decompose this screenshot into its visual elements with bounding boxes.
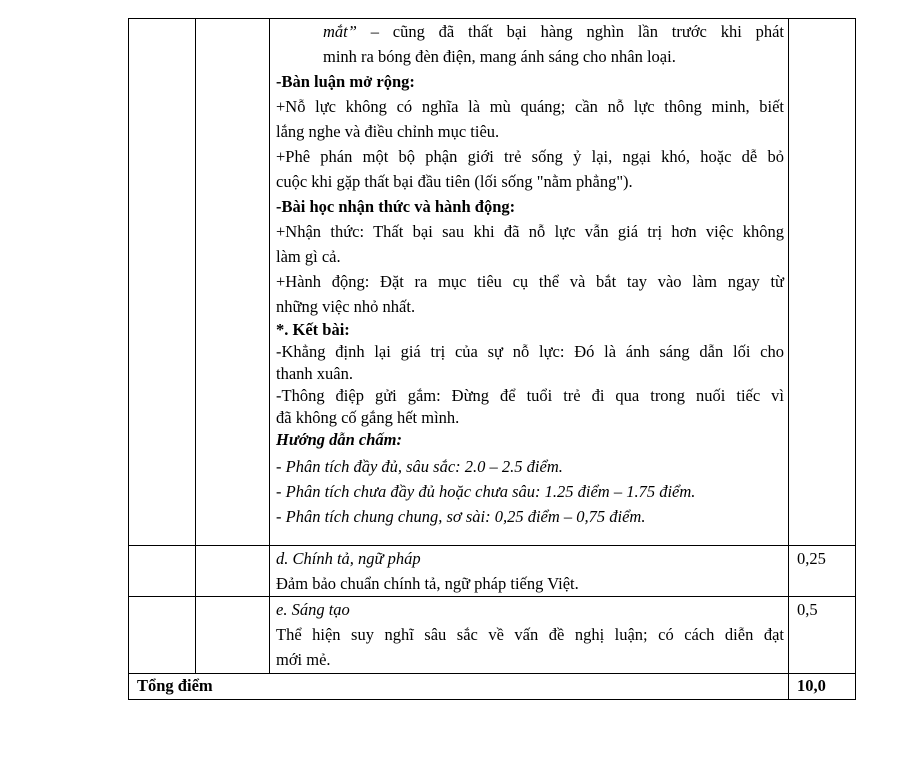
criterion-title: e. Sáng tạo (276, 600, 350, 619)
total-row (129, 674, 856, 700)
paragraph-line: những việc nhỏ nhất. (276, 297, 416, 316)
question-cell (196, 19, 270, 546)
section-heading: *. Kết bài: (276, 320, 350, 339)
score-cell (789, 19, 856, 546)
question-cell (196, 597, 270, 674)
total-label: Tổng điểm (137, 676, 213, 695)
table-row (129, 546, 856, 597)
paragraph-line: +Phê phán một bộ phận giới trẻ sống ỷ lại, ngại khó, hoặc dễ bỏ (276, 147, 784, 166)
paragraph-line: -Thông điệp gửi gắm: Đừng để tuổi trẻ đi qua trong nuối tiếc vì (276, 386, 784, 405)
part-cell (129, 19, 196, 546)
content-cell (270, 19, 789, 546)
quote-line: minh ra bóng đèn điện, mang ánh sáng cho nhân loại. (323, 47, 676, 66)
criterion-desc: mới mẻ. (276, 650, 331, 669)
paragraph-line: thanh xuân. (276, 364, 353, 383)
section-heading: -Bài học nhận thức và hành động: (276, 197, 516, 216)
quote-line: mắt” – cũng đã thất bại hàng nghìn lần trước khi phát (323, 22, 784, 41)
score-cell (789, 597, 856, 674)
paragraph-line: +Nỗ lực không có nghĩa là mù quáng; cần nỗ lực thông minh, biết (276, 97, 784, 116)
paragraph-line: làm gì cả. (276, 247, 341, 266)
paragraph-line: đã không cố gắng hết mình. (276, 408, 460, 427)
grading-item: - Phân tích đầy đủ, sâu sắc: 2.0 – 2.5 điểm. (276, 457, 563, 476)
table-row (129, 19, 856, 546)
section-heading: -Bàn luận mở rộng: (276, 72, 415, 91)
paragraph-line: -Khẳng định lại giá trị của sự nỗ lực: Đó là ánh sáng dẫn lối cho (276, 342, 784, 361)
content-cell (270, 546, 789, 597)
table-row (129, 597, 856, 674)
paragraph-line: lắng nghe và điều chỉnh mục tiêu. (276, 122, 500, 141)
total-score: 10,0 (797, 676, 826, 695)
score-value: 0,5 (797, 600, 818, 619)
part-cell (129, 546, 196, 597)
criterion-desc: Đảm bảo chuẩn chính tả, ngữ pháp tiếng Việt. (276, 574, 579, 593)
scoring-table (128, 18, 856, 700)
grading-item: - Phân tích chung chung, sơ sài: 0,25 điểm – 0,75 điểm. (276, 507, 646, 526)
score-cell (789, 546, 856, 597)
criterion-desc: Thể hiện suy nghĩ sâu sắc về vấn đề nghị luận; có cách diễn đạt (276, 625, 784, 644)
score-value: 0,25 (797, 549, 826, 568)
paragraph-line: cuộc khi gặp thất bại đầu tiên (lối sống "nằm phẳng"). (276, 172, 633, 191)
quote-italic: mắt” (323, 22, 357, 41)
paragraph-line: +Hành động: Đặt ra mục tiêu cụ thể và bắt tay vào làm ngay từ (276, 272, 784, 291)
total-score-cell (789, 674, 856, 700)
total-label-cell (129, 674, 789, 700)
part-cell (129, 597, 196, 674)
grading-heading: Hướng dẫn chấm: (276, 430, 403, 449)
question-cell (196, 546, 270, 597)
criterion-title: d. Chính tả, ngữ pháp (276, 549, 421, 568)
paragraph-line: +Nhận thức: Thất bại sau khi đã nỗ lực vẫn giá trị hơn việc không (276, 222, 784, 241)
grading-item: - Phân tích chưa đầy đủ hoặc chưa sâu: 1.25 điểm – 1.75 điểm. (276, 482, 696, 501)
content-cell (270, 597, 789, 674)
